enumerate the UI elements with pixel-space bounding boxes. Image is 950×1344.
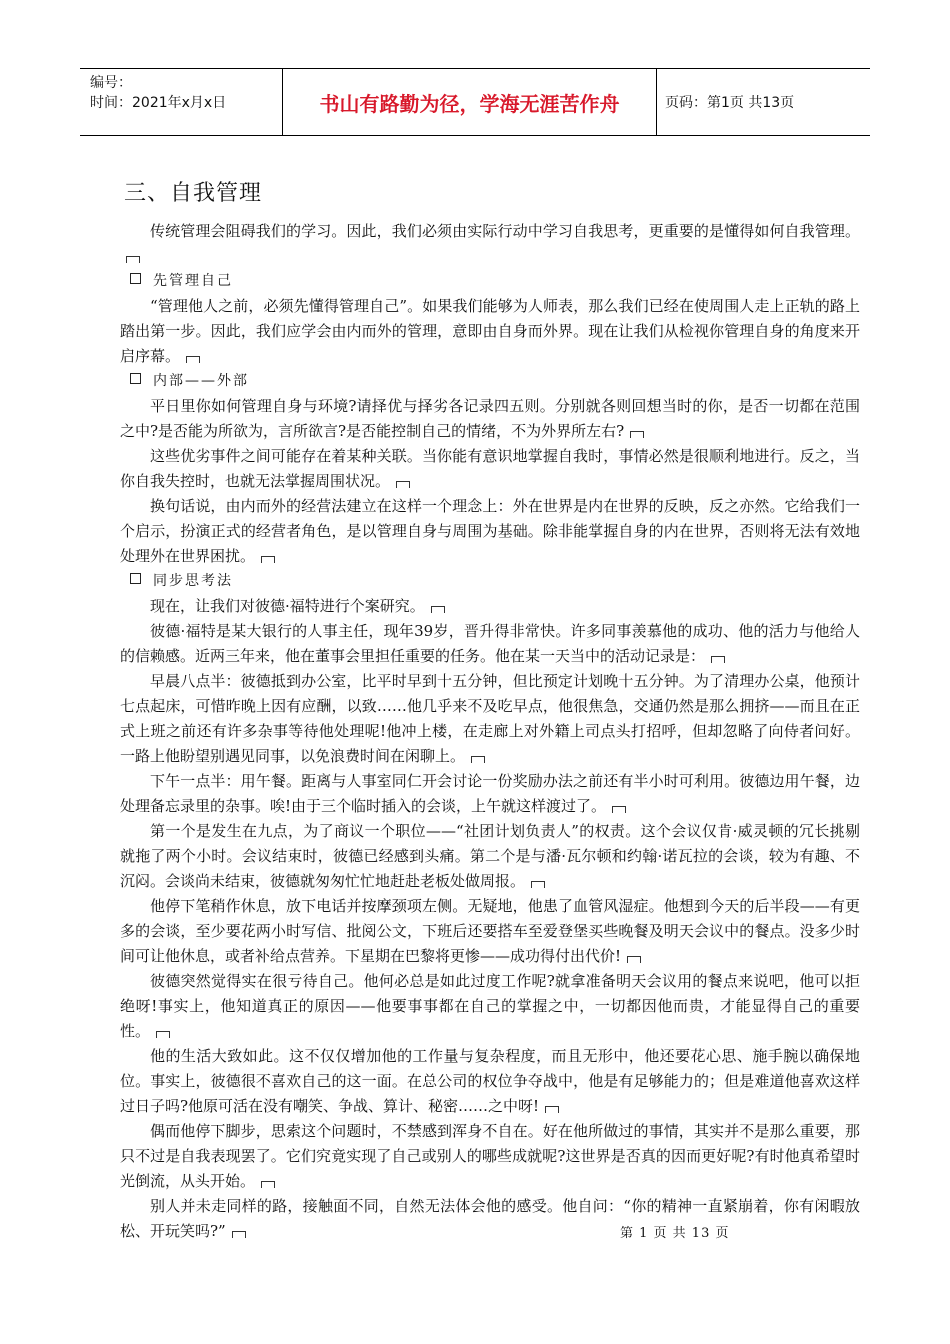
paragraph-text: 第一个是发生在九点，为了商议一个职位——“社团计划负责人”的权责。这个会议仅肯·威灵顿的冗长挑剔就拖了两个小时。会议结束时，彼德已经感到头痛。第二个是与潘·瓦尔顿和约翰·诺瓦拉的会谈，较为有趣、不沉闷。会谈尚未结束，彼德就匆匆忙忙地赶赴老板处做周报。 <box>120 822 860 890</box>
page-footer: 第 1 页 共 13 页 <box>620 1226 730 1241</box>
paragraph-text: 下午一点半：用午餐。距离与人事室同仁开会讨论一份奖励办法之前还有半小时可利用。彼德边用午餐，边处理备忘录里的杂事。唉!由于三个临时插入的会谈，上午就这样渡过了。 <box>120 772 860 815</box>
paragraph-mark-icon <box>186 356 200 363</box>
paragraph-mark-icon <box>531 881 545 888</box>
paragraph-mark-icon <box>126 256 140 263</box>
paragraph <box>120 219 860 269</box>
paragraph-mark-icon <box>431 606 445 613</box>
paragraph-text: 换句话说，由内而外的经营法建立在这样一个理念上：外在世界是内在世界的反映，反之亦然。它给我们一个启示，扮演正式的经营者角色，是以管理自身与周围为基础。除非能掌握自身的内在世界，否则将无法有效地处理外在世界困扰。 <box>120 497 860 565</box>
header-motto: 书山有路勤为径，学海无涯苦作舟 <box>283 69 657 135</box>
paragraph-mark-icon <box>545 1106 559 1113</box>
paragraph <box>120 894 860 969</box>
subheading <box>120 369 860 394</box>
paragraph-mark-icon <box>630 431 644 438</box>
paragraph-text: 彼德·福特是某大银行的人事主任，现年39岁，晋升得非常快。许多同事羡慕他的成功、他的活力与他给人的信赖感。近两三年来，他在董事会里担任重要的任务。他在某一天当中的活动记录是： <box>120 622 860 665</box>
paragraph-text: 彼德突然觉得实在很亏待自己。他何必总是如此过度工作呢?就拿准备明天会议用的餐点来说吧，他可以拒绝呀!事实上，他知道真正的原因——他要事事都在自己的掌握之中，一切都因他而贵，才能显得自己的重要性。 <box>120 972 860 1040</box>
paragraph <box>120 769 860 819</box>
paragraph-text: 他停下笔稍作休息，放下电话并按摩颈项左侧。无疑地，他患了血管风湿症。他想到今天的后半段——有更多的会谈，至少要花两小时写信、批阅公文，下班后还要搭车至爱登堡买些晚餐及明天会议中的餐点。没多少时间可让他休息，或者补给点营养。下星期在巴黎将更惨——成功得付出代价! <box>120 897 860 965</box>
subheading-text: 同步思考法 <box>153 573 233 589</box>
paragraph-mark-icon <box>471 756 485 763</box>
paragraph <box>120 819 860 894</box>
document-body <box>120 176 860 1244</box>
checkbox-square-icon <box>130 373 141 384</box>
paragraph-text: 别人并未走同样的路，接触面不同，自然无法体会他的感受。他自问：“你的精神一直紧崩着，你有闲暇放松、开玩笑吗?” <box>120 1197 860 1240</box>
header-info-cell <box>80 69 283 135</box>
paragraph-mark-icon <box>612 806 626 813</box>
paragraph <box>120 494 860 569</box>
paragraph-text: 现在，让我们对彼德·福特进行个案研究。 <box>150 597 425 615</box>
paragraph <box>120 444 860 494</box>
paragraph <box>120 1194 860 1244</box>
section-title: 三、自我管理 <box>124 181 263 206</box>
paragraph-mark-icon <box>261 1181 275 1188</box>
paragraph <box>120 594 860 619</box>
paragraph <box>120 669 860 769</box>
paragraph-mark-icon <box>156 1031 170 1038</box>
paragraph-text: 传统管理会阻碍我们的学习。因此，我们必须由实际行动中学习自我思考，更重要的是懂得如何自我管理。 <box>150 222 860 240</box>
paragraph <box>120 1044 860 1119</box>
paragraph <box>120 619 860 669</box>
paragraph <box>120 1119 860 1194</box>
header-number-label: 编号： <box>90 75 132 91</box>
paragraph-mark-icon <box>261 556 275 563</box>
paragraph-text: 偶而他停下脚步，思索这个问题时，不禁感到浑身不自在。好在他所做过的事情，其实并不是那么重要，那只不过是自我表现罢了。它们究竟实现了自己或别人的哪些成就呢?这世界是否真的因而更好呢?有时他真希望时光倒流，从头开始。 <box>120 1122 860 1190</box>
paragraph <box>120 294 860 369</box>
paragraph <box>120 969 860 1044</box>
subheading-text: 先管理自己 <box>153 273 233 289</box>
subheading <box>120 569 860 594</box>
paragraph-text: 这些优劣事件之间可能存在着某种关联。当你能有意识地掌握自我时，事情必然是很顺利地进行。反之，当你自我失控时，也就无法掌握周围状况。 <box>120 447 860 490</box>
subheading <box>120 269 860 294</box>
paragraph-mark-icon <box>396 481 410 488</box>
subheading-text: 内部——外部 <box>153 373 249 389</box>
paragraph-mark-icon <box>627 956 641 963</box>
paragraph <box>120 394 860 444</box>
paragraph-text: 早晨八点半：彼德抵到办公室，比平时早到十五分钟，但比预定计划晚十五分钟。为了清理办公桌，他预计七点起床，可惜昨晚上因有应酬，以致……他几乎来不及吃早点，他很焦急，交通仍然是那么拥挤——而且在正式上班之前还有许多杂事等待他处理呢!他冲上楼，在走廊上对外籍上司点头打招呼，但却忽略了向侍者问好。一路上他盼望别遇见同事，以免浪费时间在闲聊上。 <box>120 672 860 765</box>
paragraph-text: “管理他人之前，必须先懂得管理自己”。如果我们能够为人师表，那么我们已经在使周围人走上正轨的路上踏出第一步。因此，我们应学会由内而外的管理，意即由自身而外界。现在让我们从检视你管理自身的角度来开启序幕。 <box>120 297 860 365</box>
paragraph-text: 他的生活大致如此。这不仅仅增加他的工作量与复杂程度，而且无形中，他还要花心思、施手腕以确保地位。事实上，彼德很不喜欢自己的这一面。在总公司的权位争夺战中，他是有足够能力的；但是难道他喜欢这样过日子吗?他原可活在没有嘲笑、争战、算计、秘密……之中呀! <box>120 1047 860 1115</box>
checkbox-square-icon <box>130 273 141 284</box>
header-page-label: 页码：第1页 共13页 <box>665 95 795 111</box>
paragraph-text: 平日里你如何管理自身与环境?请择优与择劣各记录四五则。分别就各则回想当时的你，是否一切都在范围之中?是否能为所欲为，言所欲言?是否能控制自己的情绪，不为外界所左右? <box>120 397 860 440</box>
header-table <box>80 68 870 136</box>
header-time-label: 时间：2021年x月x日 <box>90 95 227 111</box>
paragraph-mark-icon <box>711 656 725 663</box>
paragraph-mark-icon <box>232 1231 246 1238</box>
blocks-container <box>120 219 860 1244</box>
checkbox-square-icon <box>130 573 141 584</box>
